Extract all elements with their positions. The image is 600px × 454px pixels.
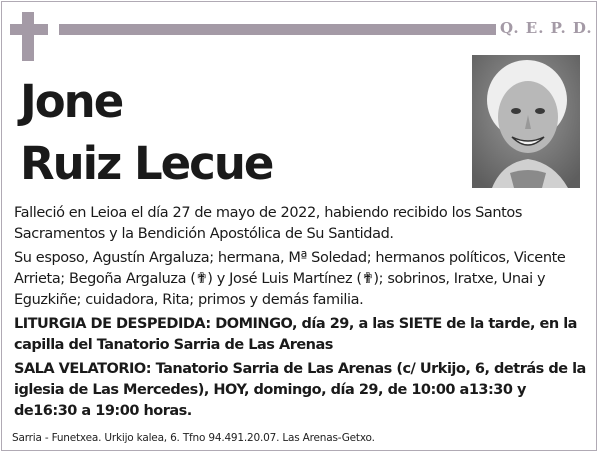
portrait-icon	[472, 55, 580, 188]
qepd-label: Q. E. P. D.	[500, 19, 593, 37]
deceased-last-name: Ruiz Lecue	[20, 137, 273, 190]
paragraph-wake-room: SALA VELATORIO: Tanatorio Sarria de Las Arenas (c/ Urkijo, 6, detrás de la iglesia de Las Mercedes), HOY, domingo, día 29, de 10:00 a13:30 y de16:30 a 19:00 horas.	[14, 361, 586, 419]
portrait-photo	[472, 55, 580, 188]
deceased-first-name: Jone	[20, 75, 123, 128]
header-bar	[59, 24, 496, 35]
obituary-body	[14, 203, 586, 425]
cross-icon-vertical	[22, 12, 34, 61]
paragraph-death: Falleció en Leioa el día 27 de mayo de 2022, habiendo recibido los Santos Sacramentos y la Bendición Apostólica de Su Santidad.	[14, 205, 523, 242]
funeral-home-footer: Sarria - Funetxea. Urkijo kalea, 6. Tfno 94.491.20.07. Las Arenas-Getxo.	[12, 432, 375, 444]
cross-icon-horizontal	[10, 24, 48, 35]
paragraph-family: Su esposo, Agustín Argaluza; hermana, Mª Soledad; hermanos políticos, Vicente Arrieta; Begoña Argaluza (✟) y José Luis Martínez (✟); sobrinos, Iratxe, Unai y Eguzkiñe; cuidadora, Rita; primos y demás familia.	[14, 250, 566, 308]
paragraph-liturgy: LITURGIA DE DESPEDIDA: DOMINGO, día 29, a las SIETE de la tarde, en la capilla del Tanatorio Sarria de Las Arenas	[14, 316, 577, 353]
